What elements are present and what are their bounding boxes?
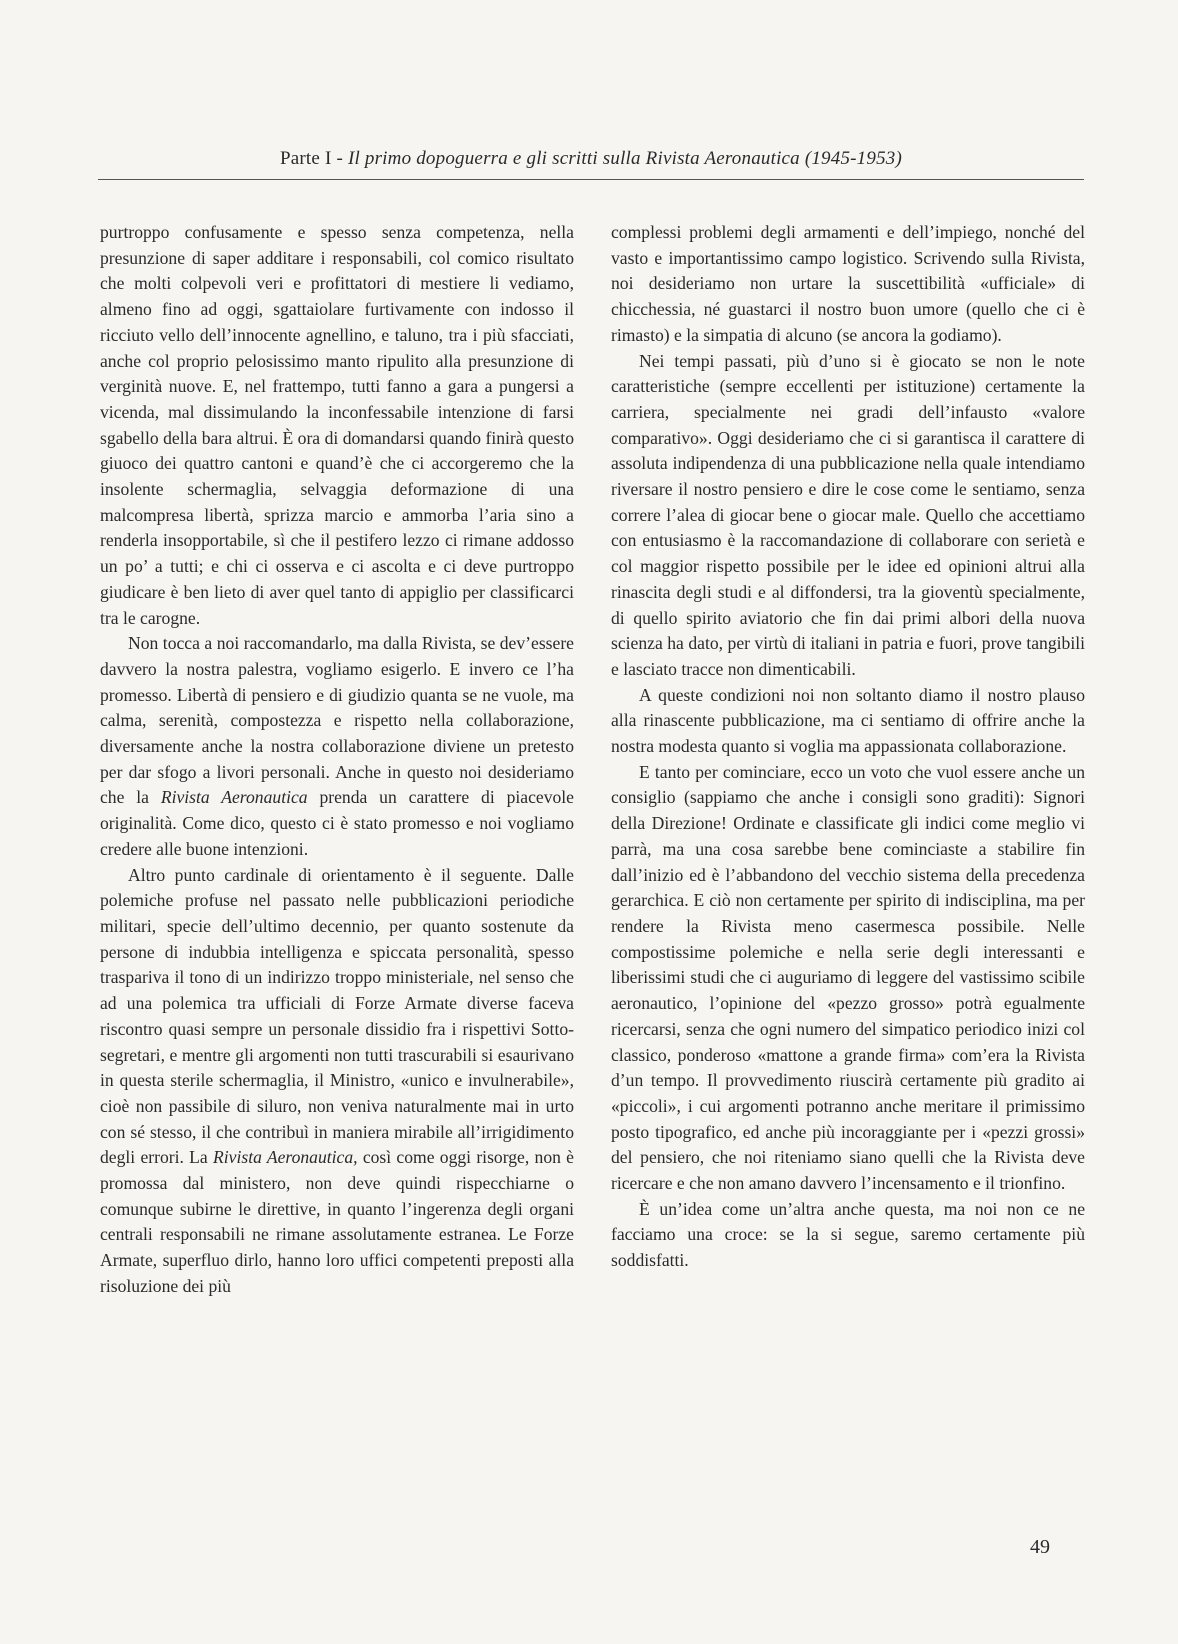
paragraph: A queste condizioni noi non soltanto diamo il nostro plauso alla rinascente pubblicazione, ma ci sentiamo di offrire anche la nostra modesta quanto si voglia ma appassionata collaborazione. [611,684,1085,757]
header-prefix: Parte I - [279,148,348,169]
right-column [611,220,1085,1274]
journal-title: Rivista Aeronautica [160,787,308,808]
journal-title: Rivista Aeronautica, [213,1147,358,1168]
paragraph: Non tocca a noi raccomandarlo, ma dalla Rivista, se dev’essere davvero la nostra palestra, vogliamo esigerlo. E invero ce l’ha promesso. Libertà di pensiero e di giudizio quanta se ne vuole, ma calma, serenità, compostezza e rispetto nella collaborazione, diversamente anche la nostra collaborazione diviene un pretesto per dar sfogo a livori personali. Anche in questo noi desideriamo che la Rivista Aeronautica prenda un carattere di piacevole originalità. Come dico, questo ci è stato promesso e noi vogliamo credere alle buone intenzioni. [100,633,574,859]
running-header [100,148,1082,170]
paragraph: Altro punto cardinale di orientamento è il seguente. Dalle polemiche profuse nel passato nelle pubblicazioni periodiche militari, specie dell’ultimo decennio, per quanto sostenute da persone di indubbia intelligenza e spiccata personalità, spesso traspariva il tono di un indirizzo troppo ministeriale, nel senso che ad una polemica tra ufficiali di Forze Armate diverse faceva riscontro quasi sempre un personale dissidio fra i rispettivi Sotto-segretari, e mentre gli argomenti non tutti trascurabili si esaurivano in questa sterile schermaglia, il Ministro, «unico e invulnerabile», cioè non passibile di siluro, non veniva naturalmente mai in urto con sé stesso, il che contribuì in maniera mirabile all’irrigidimento degli errori. La Rivista Aeronautica, così come oggi risorge, non è promossa dal ministero, non deve quindi rispecchiarne o comunque subirne le direttive, in quanto l’ingerenza degli organi centrali responsabili ne rimane assolutamente estranea. Le Forze Armate, superfluo dirlo, hanno loro uffici competenti preposti alla risoluzione dei più [100,864,574,1296]
paragraph: È un’idea come un’altra anche questa, ma noi non ce ne facciamo una croce: se la si segue, saremo certamente più soddisfatti. [611,1198,1085,1271]
header-title: Il primo dopoguerra e gli scritti sulla Rivista Aeronautica (1945-1953) [347,148,903,169]
paragraph: E tanto per cominciare, ecco un voto che vuol essere anche un consiglio (sappiamo che anche i consigli sono graditi): Signori della Direzione! Ordinate e classificate gli indici come meglio vi parrà, ma una cosa sarebbe bene cominciaste a stabilire fin dall’inizio ed è l’abbandono del vecchio sistema della precedenza gerarchica. E ciò non certamente per spirito di indisciplina, ma per rendere la Rivista meno casermesca possibile. Nelle compostissime polemiche e nella serie degli interessanti e liberissimi studi che ci auguriamo di leggere del vastissimo scibile aeronautico, l’opinione del «pezzo grosso» potrà egualmente ricercarsi, senza che ogni numero del simpatico periodico inizi col classico, ponderoso «mattone a grande firma» com’era la Rivista d’un tempo. Il provvedimento riuscirà certamente più gradito ai «piccoli», i cui argomenti potranno anche meritare il primissimo posto tipografico, ed anche più incoraggiante per i «pezzi grossi» del pensiero, che noi riteniamo siano quelli che la Rivista deve ricercare e che non amano davvero l’incensamento e il trionfino. [611,761,1085,1194]
header-rule [98,179,1084,180]
page-number: 49 [1030,1536,1050,1558]
paragraph: Nei tempi passati, più d’uno si è giocato se non le note caratteristiche (sempre eccellenti per istituzione) certamente la carriera, specialmente nei gradi dell’infausto «valore comparativo». Oggi desideriamo che ci si garantisca il carattere di assoluta indipendenza di una pubblicazione nella quale intendiamo riversare il nostro pensiero e dire le cose come le sentiamo, senza correre l’alea di giocar bene o giocar male. Quello che accettiamo con entusiasmo è la raccomandazione di collaborare con serietà e col maggior rispetto possibile per le idee ed opinioni altrui alla rinascita degli studi e al diffondersi, tra la gioventù specialmente, di quello spirito aviatorio che fin dai primi albori della nuova scienza ha dato, per virtù di italiani in patria e fuori, prove tangibili e lasciato tracce non dimenticabili. [611,350,1085,679]
paragraph: purtroppo confusamente e spesso senza competenza, nella presunzione di saper additare i responsabili, col comico risultato che molti colpevoli veri e profittatori di mestiere li vediamo, almeno fino ad oggi, sgattaiolare furtivamente con indosso il ricciuto vello dell’innocente agnellino, e taluno, tra i più sfacciati, anche col proprio pelosissimo manto ripulito alla presunzione di verginità nuove. E, nel frattempo, tutti fanno a gara a pungersi a vicenda, mal dissimulando la inconfessabile intenzione di farsi sgabello della bara altrui. È ora di domandarsi quando finirà questo giuoco dei quattro cantoni e quand’è che ci accorgeremo che la insolente schermaglia, selvaggia deformazione di una malcompresa libertà, sprizza marcio e ammorba l’aria sino a renderla insopportabile, sì che il pestifero lezzo ci rimane addosso un po’ a tutti; e chi ci osserva e ci ascolta e ci deve purtroppo giudicare è ben lieto di aver quel tanto di appiglio per classificarci tra le carogne. [100,222,574,628]
paragraph: complessi problemi degli armamenti e dell’impiego, nonché del vasto e importantissimo campo logistico. Scrivendo sulla Rivista, noi desideriamo non urtare la suscettibilità «ufficiale» di chicchessia, né guastarci il nostro buon umore (quello che ci è rimasto) e la simpatia di alcuno (se ancora la godiamo). [611,222,1085,345]
left-column [100,220,574,1300]
